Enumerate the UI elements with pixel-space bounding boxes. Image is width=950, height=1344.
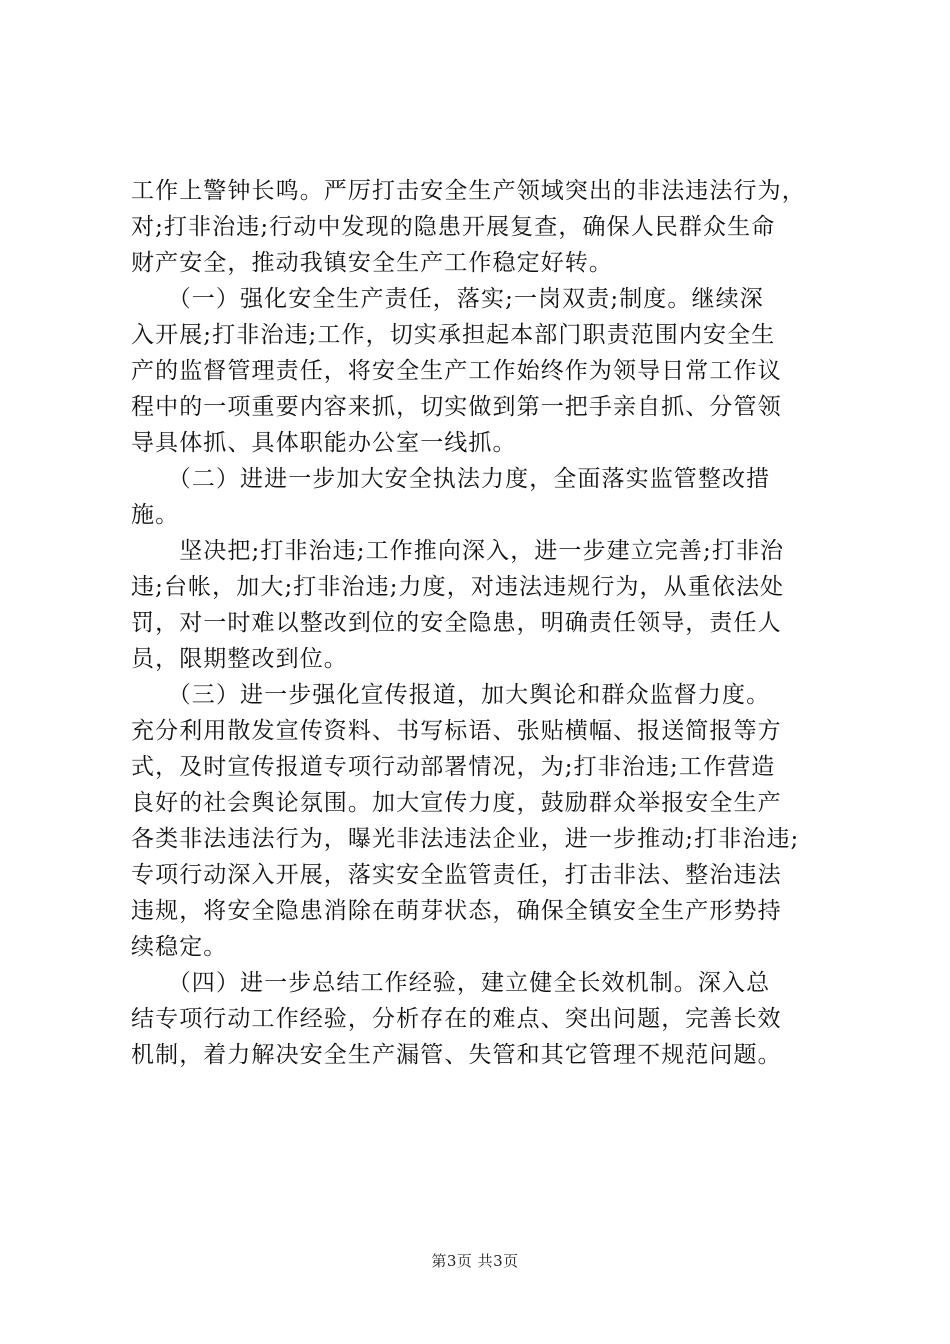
text-line: 施。 <box>131 502 180 528</box>
text-line: 充分利用散发宣传资料、书写标语、张贴横幅、报送简报等方 <box>131 718 782 744</box>
text-line: 程中的一项重要内容来抓，切实做到第一把手亲自抓、分管领 <box>131 394 782 420</box>
text-line: 工作上警钟长鸣。严厉打击安全生产领域突出的非法违法行为， <box>131 178 806 204</box>
text-line: 续稳定。 <box>131 934 228 960</box>
text-line: 各类非法违法行为，曝光非法违法企业，进一步推动;打非治违; <box>131 826 800 852</box>
text-line: 员，限期整改到位。 <box>131 646 348 672</box>
text-line: 式，及时宣传报道专项行动部署情况，为;打非治违;工作营造 <box>131 754 776 780</box>
text-line: 专项行动深入开展，落实安全监管责任，打击非法、整治违法 <box>131 862 782 888</box>
text-line: 违;台帐，加大;打非治违;力度，对违法违规行为，从重依法处 <box>131 574 785 600</box>
text-line: 良好的社会舆论氛围。加大宣传力度，鼓励群众举报安全生产 <box>131 790 782 816</box>
text-line: 机制，着力解决安全生产漏管、失管和其它管理不规范问题。 <box>131 1042 782 1068</box>
text-line: （四）进一步总结工作经验，建立健全长效机制。深入总 <box>131 970 771 996</box>
text-line: 入开展;打非治违;工作，切实承担起本部门职责范围内安全生 <box>131 322 776 348</box>
text-line: （二）进进一步加大安全执法力度，全面落实监管整改措 <box>131 466 771 492</box>
text-line: 坚决把;打非治违;工作推向深入，进一步建立完善;打非治 <box>131 538 785 564</box>
text-line: 财产安全，推动我镇安全生产工作稳定好转。 <box>131 250 613 276</box>
text-line: 罚，对一时难以整改到位的安全隐患，明确责任领导，责任人 <box>131 610 782 636</box>
document-body <box>131 173 831 1073</box>
text-line: （一）强化安全生产责任，落实;一岗双责;制度。继续深 <box>131 286 764 312</box>
page-number-footer: 第3页 共3页 <box>431 1252 519 1270</box>
text-line: 产的监督管理责任，将安全生产工作始终作为领导日常工作议 <box>131 358 782 384</box>
text-line: 导具体抓、具体职能办公室一线抓。 <box>131 430 517 456</box>
text-line: 违规，将安全隐患消除在萌芽状态，确保全镇安全生产形势持 <box>131 898 782 924</box>
text-line: （三）进一步强化宣传报道，加大舆论和群众监督力度。 <box>131 682 771 708</box>
text-line: 结专项行动工作经验，分析存在的难点、突出问题，完善长效 <box>131 1006 782 1032</box>
text-line: 对;打非治违;行动中发现的隐患开展复查，确保人民群众生命 <box>131 214 776 240</box>
